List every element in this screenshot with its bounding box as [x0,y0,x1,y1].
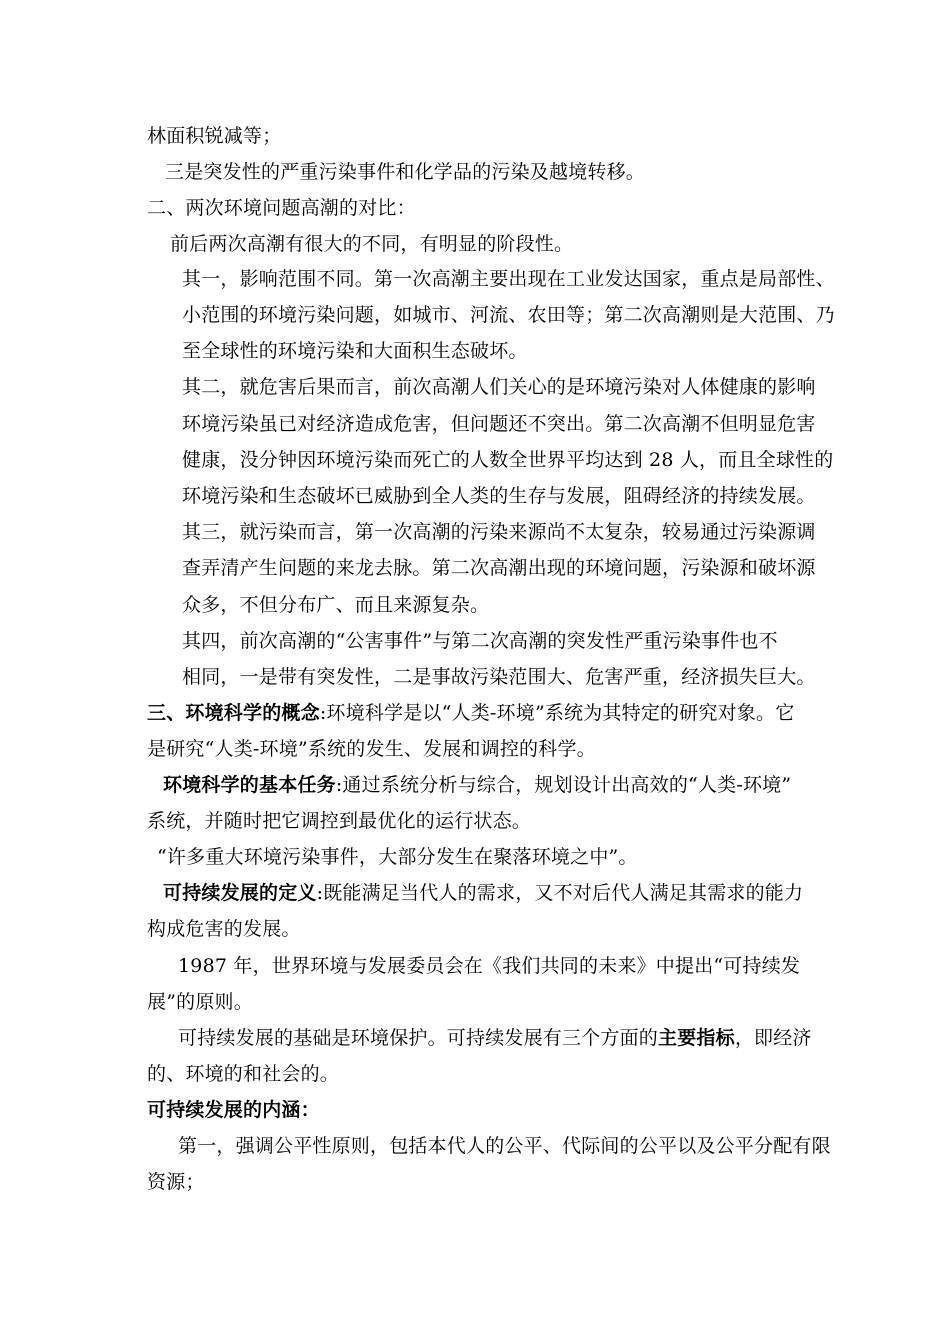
text-line: 众多，不但分布广、而且来源复杂。 [182,594,490,616]
text-line: 其三，就污染而言，第一次高潮的污染来源尚不太复杂，较易通过污染源调 [182,521,816,543]
basis-text: 可持续发展的基础是环境保护。可持续发展有三个方面的 [178,1027,659,1049]
text-line: 环境污染虽已对经济造成危害，但问题还不突出。第二次高潮不但明显危害 [182,413,816,435]
text-line: 展”的原则。 [147,991,253,1013]
section-heading: 二、两次环境问题高潮的对比： [147,197,416,219]
text-line: 林面积锐减等； [147,125,282,147]
sd-definition-text: :既能满足当代人的需求，又不对后代人满足其需求的能力 [316,882,804,904]
text-line: 其一，影响范围不同。第一次高潮主要出现在工业发达国家，重点是局部性、 [182,268,835,290]
text-line: 前后两次高潮有很大的不同，有明显的阶段性。 [170,233,574,255]
text-line: 1987 年，世界环境与发展委员会在《我们共同的未来》中提出“可持续发 [178,955,801,977]
text-line: 系统，并随时把它调控到最优化的运行状态。 [147,810,532,832]
sd-definition-line [163,881,803,905]
task-text: :通过系统分析与综合，规划设计出高效的“人类-环境” [335,774,792,796]
text-line: 三是突发性的严重污染事件和化学品的污染及越境转移。 [165,161,646,183]
basis-emphasis: 主要指标 [658,1027,735,1049]
concept-text: :环境科学是以“人类-环境”系统为其特定的研究对象。它 [319,702,795,724]
sd-definition-label: 可持续发展的定义 [163,882,317,904]
text-line: 是研究“人类-环境”系统的发生、发展和调控的科学。 [147,738,596,760]
connotation-heading: 可持续发展的内涵： [147,1099,320,1121]
text-line: 环境污染和生态破坏已威胁到全人类的生存与发展，阻碍经济的持续发展。 [182,485,816,507]
text-line: 健康，没分钟因环境污染而死亡的人数全世界平均达到 28 人，而且全球性的 [182,449,834,471]
task-label: 环境科学的基本任务 [163,774,336,796]
text-line: 小范围的环境污染问题，如城市、河流、农田等；第二次高潮则是大范围、乃 [182,304,835,326]
basis-line [178,1026,812,1050]
task-line [163,773,791,797]
text-line: 第一，强调公平性原则，包括本代人的公平、代际间的公平以及公平分配有限 [178,1135,831,1157]
basis-text-end: ，即经济 [734,1027,812,1049]
text-line: 相同，一是带有突发性，二是事故污染范围大、危害严重，经济损失巨大。 [182,666,816,688]
text-line: 构成危害的发展。 [147,918,301,940]
text-line: 其二，就危害后果而言，前次高潮人们关心的是环境污染对人体健康的影响 [182,376,816,398]
concept-line [147,701,794,725]
text-line: 查弄清产生问题的来龙去脉。第二次高潮出现的环境问题，污染源和破坏源 [182,557,816,579]
text-line: 其四，前次高潮的“公害事件”与第二次高潮的突发性严重污染事件也不 [182,630,778,652]
concept-label: 三、环境科学的概念 [147,702,320,724]
text-line: 的、环境的和社会的。 [147,1063,340,1085]
text-line: 至全球性的环境污染和大面积生态破坏。 [182,340,528,362]
quote-line: “许多重大环境污染事件，大部分发生在聚落环境之中”。 [157,846,638,868]
text-line: 资源； [147,1171,205,1193]
